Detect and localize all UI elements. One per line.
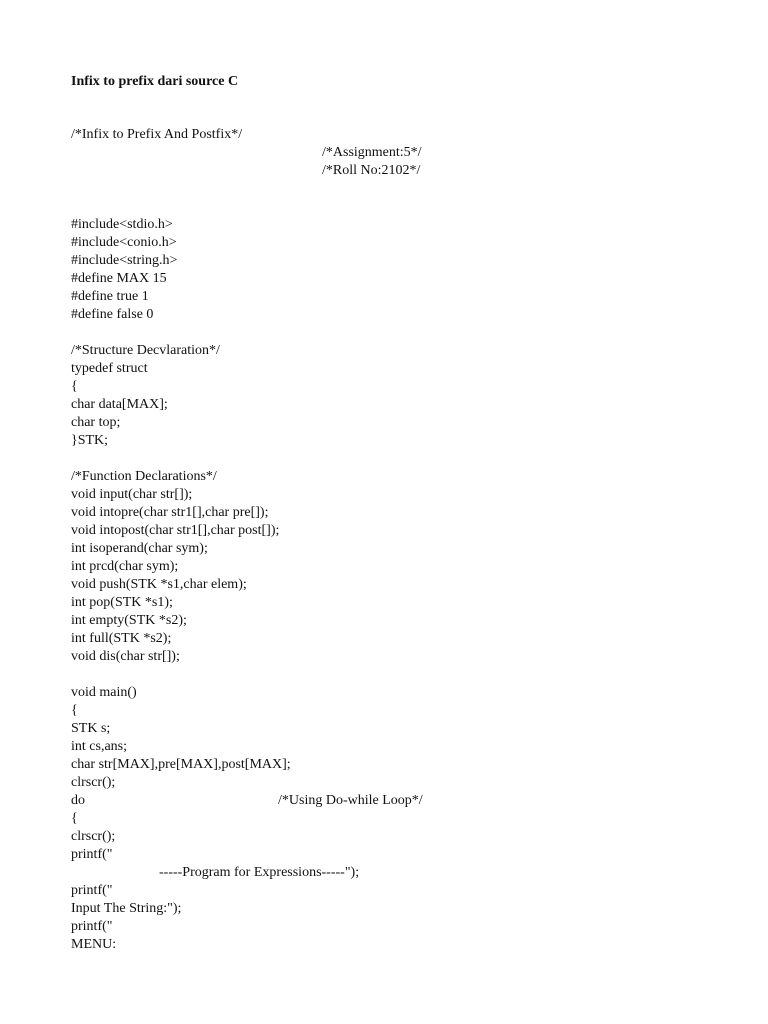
code-line [71,180,291,198]
code-line [71,864,360,882]
code-line: #include<string.h> [71,253,178,268]
code-comment: /*Roll No:2102*/ [322,163,421,178]
code-line: int pop(STK *s1); [71,595,173,610]
code-comment: /*Using Do-while Loop*/ [278,793,423,808]
code-line [71,144,422,162]
document-title: Infix to prefix dari source C [71,74,239,89]
code-line: { [71,379,78,394]
code-line: char str[MAX],pre[MAX],post[MAX]; [71,757,291,772]
code-line: printf(" [71,919,113,934]
code-line: void dis(char str[]); [71,649,180,664]
code-line: #include<stdio.h> [71,217,173,232]
code-line: clrscr(); [71,829,116,844]
code-line: }STK; [71,433,109,448]
code-line: char top; [71,415,121,430]
code-line: clrscr(); [71,775,116,790]
code-line [71,666,291,684]
code-line: STK s; [71,721,111,736]
code-line: int isoperand(char sym); [71,541,208,556]
code-line: do /*Using Do-while Loop*/ [71,793,423,808]
code-line: #include<conio.h> [71,235,177,250]
code-line: void push(STK *s1,char elem); [71,577,247,592]
code-line: int prcd(char sym); [71,559,179,574]
code-line [71,450,291,468]
code-line [71,162,421,180]
code-line: int cs,ans; [71,739,127,754]
code-line: void intopre(char str1[],char pre[]); [71,505,269,520]
code-line: /*Infix to Prefix And Postfix*/ [71,127,243,142]
code-line: int empty(STK *s2); [71,613,187,628]
code-line: #define false 0 [71,307,154,322]
code-line: MENU: [71,937,117,952]
code-line: #define true 1 [71,289,149,304]
code-line: Input The String:"); [71,901,182,916]
code-line: typedef struct [71,361,148,376]
code-line: printf(" [71,883,113,898]
code-comment: /*Assignment:5*/ [322,145,422,160]
code-listing [71,126,423,954]
code-line: void input(char str[]); [71,487,193,502]
code-line: int full(STK *s2); [71,631,172,646]
code-line: char data[MAX]; [71,397,168,412]
code-line: printf(" [71,847,113,862]
code-line: void main() [71,685,137,700]
code-line [71,198,291,216]
code-line: #define MAX 15 [71,271,167,286]
code-line: /*Function Declarations*/ [71,469,217,484]
code-line: /*Structure Decvlaration*/ [71,343,220,358]
code-comment: -----Program for Expressions-----"); [159,865,360,880]
code-line [71,324,291,342]
code-line: { [71,703,78,718]
code-line: void intopost(char str1[],char post[]); [71,523,280,538]
code-line: { [71,811,78,826]
